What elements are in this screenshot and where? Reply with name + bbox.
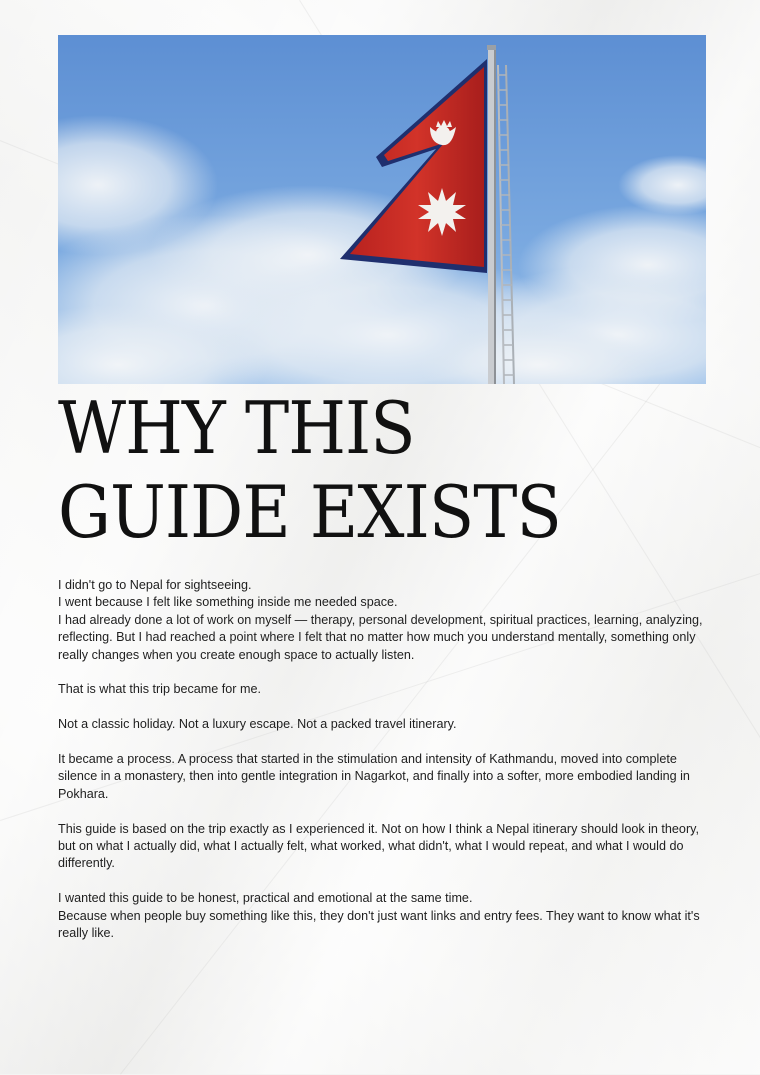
paragraph-line: That is what this trip became for me. — [58, 682, 261, 697]
paragraph — [58, 751, 718, 803]
nepal-flag-photo — [58, 35, 706, 384]
paragraph — [58, 821, 718, 873]
paragraph-line: I went because I felt like something inside me needed space. — [58, 595, 398, 610]
paragraph-line: This guide is based on the trip exactly as I experienced it. Not on how I think a Nepal itinerary should look in theory, but on what I actually did, what I actually felt, what worked, what didn't, what I would repeat, and what I would do differently. — [58, 821, 699, 871]
body-text — [58, 577, 718, 942]
paragraph — [58, 716, 718, 733]
paragraph — [58, 890, 718, 942]
paragraph-line: It became a process. A process that started in the stimulation and intensity of Kathmandu, moved into complete silence in a monastery, then into gentle integration in Nagarkot, and finally into a softer, more embodied landing in Pokhara. — [58, 752, 690, 801]
title-line-1: WHY THIS — [58, 386, 415, 470]
paragraph — [58, 577, 718, 664]
paragraph-line: Because when people buy something like this, they don't just want links and entry fees. They want to know what it's really like. — [58, 908, 700, 941]
hero-image-nepal-flag — [58, 35, 706, 384]
paragraph-line: I didn't go to Nepal for sightseeing. — [58, 578, 252, 592]
paragraph-line: I had already done a lot of work on myself — therapy, personal development, spiritual practices, learning, analyzing, reflecting. But I had reached a point where I felt that no matter how much you understand mentally, something only really changes when you create enough space to actually listen. — [58, 612, 703, 662]
paragraph — [58, 681, 718, 698]
paragraph-line: I wanted this guide to be honest, practical and emotional at the same time. — [58, 891, 473, 906]
title-line-2: GUIDE EXISTS — [58, 470, 562, 554]
paragraph-line: Not a classic holiday. Not a luxury escape. Not a packed travel itinerary. — [58, 717, 457, 732]
page-title — [58, 386, 708, 554]
